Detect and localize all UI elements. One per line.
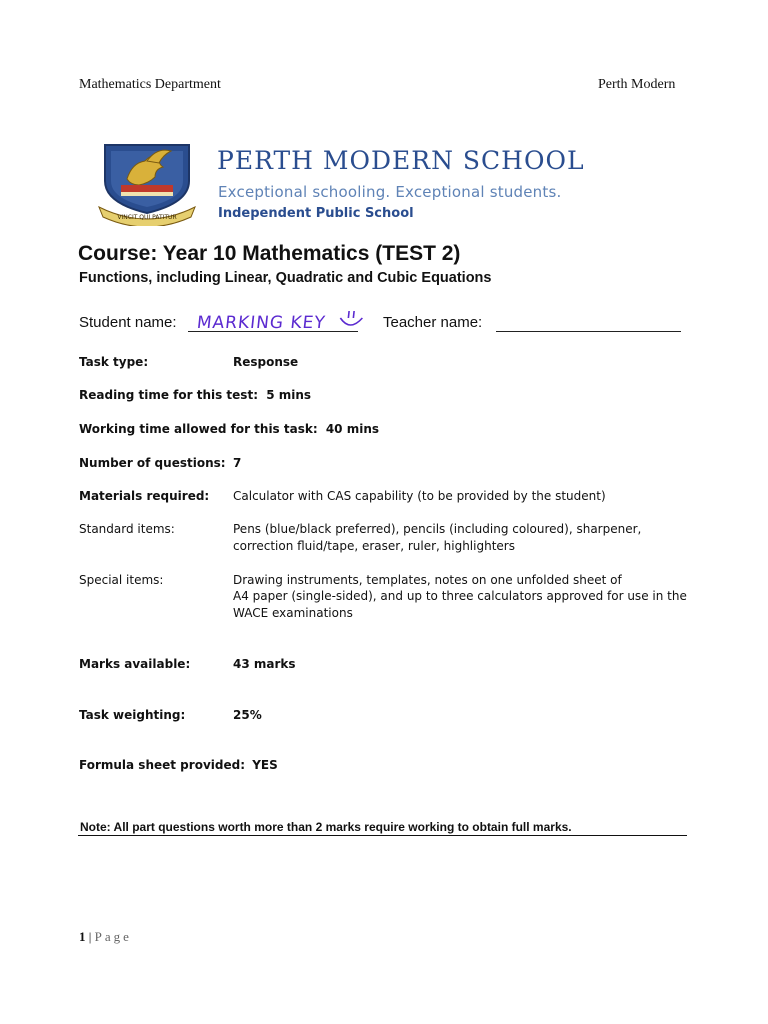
working-note: Note: All part questions worth more than 2 marks require working to obtain full marks.: [80, 820, 572, 834]
student-name-handwriting: MARKING KEY: [195, 313, 327, 333]
special-items-line1: Drawing instruments, templates, notes on one unfolded sheet of: [233, 573, 622, 587]
page-separator: |: [88, 929, 95, 944]
reading-time-row: [79, 387, 311, 404]
marks-value: 43 marks: [233, 657, 296, 671]
marks-label: Marks available:: [79, 657, 191, 671]
special-items-line2: A4 paper (single-sided), and up to three calculators approved for use in the: [233, 589, 687, 603]
materials-value: Calculator with CAS capability (to be provided by the student): [233, 489, 606, 503]
working-time-row: [79, 421, 379, 438]
formula-sheet-row: [79, 757, 278, 774]
standard-items-line1: Pens (blue/black preferred), pencils (including coloured), sharpener,: [233, 522, 642, 536]
formula-sheet-label: Formula sheet provided:: [79, 758, 245, 772]
standard-items-label: Standard items:: [79, 522, 175, 536]
working-time-label: Working time allowed for this task:: [79, 422, 318, 436]
page-number: 1: [79, 929, 86, 944]
special-items-label: Special items:: [79, 573, 164, 587]
school-subtitle: Independent Public School: [218, 206, 414, 221]
task-type-label: Task type:: [79, 355, 149, 369]
reading-time-value: 5 mins: [266, 388, 312, 402]
school-tagline: Exceptional schooling. Exceptional students.: [218, 183, 562, 201]
page-footer: [79, 929, 132, 945]
note-underline: [78, 835, 687, 836]
header-department: Mathematics Department: [79, 77, 221, 92]
student-name-label: Student name:: [79, 314, 177, 331]
crest-motto-text: VINCIT QUI PATITUR: [117, 214, 177, 221]
school-name: PERTH MODERN SCHOOL: [217, 146, 585, 175]
student-name-value: [196, 310, 366, 333]
num-questions-value: 7: [233, 456, 242, 470]
working-time-value: 40 mins: [325, 422, 380, 436]
special-items-line3: WACE examinations: [233, 606, 353, 620]
teacher-name-line: [496, 331, 681, 332]
teacher-name-label: Teacher name:: [383, 314, 483, 331]
reading-time-label: Reading time for this test:: [79, 388, 258, 402]
materials-label: Materials required:: [79, 489, 210, 503]
school-crest-logo: [97, 141, 197, 226]
weighting-value: 25%: [233, 708, 262, 722]
header-school: Perth Modern: [598, 77, 676, 92]
course-title: Course: Year 10 Mathematics (TEST 2): [78, 242, 461, 265]
formula-sheet-value: YES: [252, 758, 278, 772]
page-word: Page: [94, 929, 132, 944]
standard-items-line2: correction fluid/tape, eraser, ruler, highlighters: [233, 539, 515, 553]
task-type-value: Response: [233, 355, 299, 369]
num-questions-label: Number of questions:: [79, 456, 226, 470]
course-subtitle: Functions, including Linear, Quadratic and Cubic Equations: [79, 270, 492, 286]
smiley-icon: [337, 310, 365, 330]
weighting-label: Task weighting:: [79, 708, 186, 722]
